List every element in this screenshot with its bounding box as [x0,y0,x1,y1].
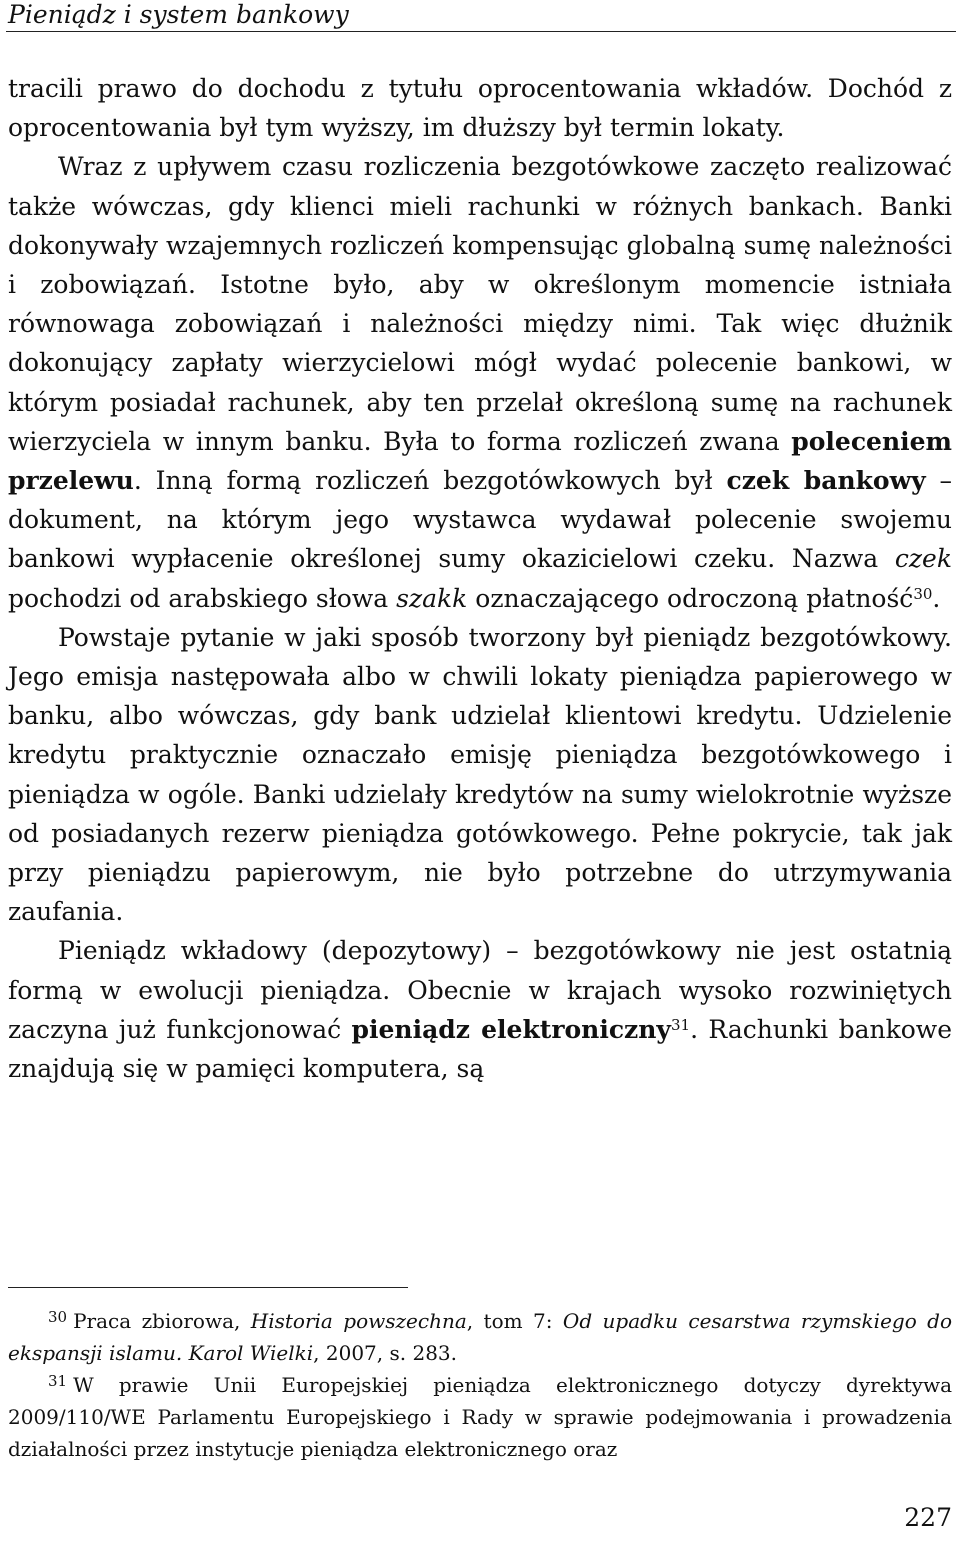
term-szakk: szakk [396,583,468,613]
paragraph-1: tracili prawo do dochodu z tytułu oprocentowania wkładów. Dochód z oprocentowania był tym wyższy, im dłuższy był termin lokaty. [8,74,952,143]
term-czek-bankowy: czek bankowy [726,466,926,496]
footnotes [8,1305,952,1465]
footnote-separator [8,1287,408,1288]
paragraph-2-text-2: . Inną formą rozliczeń bezgotówkowych był [133,466,727,496]
footnote-30 [8,1305,952,1369]
paragraph-2-text-1: Wraz z upływem czasu rozliczenia bezgotówkowe zaczęto realizować także wówczas, gdy klienci mieli rachunki w różnych bankach. Banki dokonywały wzajemnych rozliczeń kompensując globalną sumę należności i zobowiązań. Istotne było, aby w określonym momencie istniała równowaga zobowiązań i należności między nimi. Tak więc dłużnik dokonujący zapłaty wierzycielowi mógł wydać polecenie bankowi, w którym posiadał rachunek, aby ten przelał określoną sumę na rachunek wierzyciela w innym banku. Była to forma rozliczeń zwana [8,152,952,456]
footnote-ref-30[interactable]: 30 [913,584,933,603]
term-pieniadz-elektroniczny: pieniądz elektroniczny [351,1014,671,1044]
paragraph-2 [8,147,952,617]
footnote-30-volume-title: Od upadku cesarstwa rzymskiego do ekspansji islamu. Karol Wielki [8,1309,953,1365]
footnote-31-text-1: W prawie Unii Europejskiej pieniądza elektronicznego dotyczy dyrektywa 2009/110/WE Parlamentu Europejskiego i Rady w sprawie podejmowania i prowadzenia działalności przez instytucje pieniądza elektronicznego oraz [8,1373,952,1461]
footnote-number: 30 [48,1308,68,1326]
term-czek: czek [894,544,952,574]
footnote-30-text-2: , tom 7: [466,1309,563,1333]
paragraph-4 [8,931,952,1088]
term-polecenie-przelewu: poleceniem przelewu [8,426,952,496]
footnote-number: 31 [48,1372,68,1390]
paragraph-3: Powstaje pytanie w jaki sposób tworzony był pieniądz bezgotówkowy. Jego emisja następowała albo w chwili lokaty pieniądza papierowego w banku, albo wówczas, gdy bank udzielał klientowi kredytu. Udzielenie kredytu praktycznie oznaczało emisję pieniądza bezgotówkowego i pieniądza w ogóle. Banki udzielały kredytów na sumy wielokrotnie wyższe od posiadanych rezerw pieniądza gotówkowego. Pełne pokrycie, tak jak przy pieniądzu papierowym, nie było potrzebne do utrzymywania zaufania. [8,622,952,927]
header-rule [6,31,956,32]
footnote-ref-31[interactable]: 31 [670,1015,691,1034]
footnote-30-text-1: Praca zbiorowa, [73,1309,251,1333]
paragraph-2-text-6: . [932,583,941,613]
running-header: Pieniądz i system bankowy [8,0,349,29]
paragraph-2-text-3: – dokument, na którym jego wystawca wydawał polecenie swojemu bankowi wypłacenie określonej sumy okazicielowi czeku. Nazwa [8,466,953,574]
page-number: 227 [904,1503,952,1532]
body-text [8,69,952,1088]
paragraph-4-text-2: . Rachunki bankowe znajdują się w pamięci komputera, są [8,1014,952,1084]
footnote-30-text-3: , 2007, s. 283. [313,1341,457,1365]
paragraph-2-text-5: oznaczającego odroczoną płatność [467,583,914,613]
paragraph-2-text-4: pochodzi od arabskiego słowa [8,583,397,613]
paragraph-4-text-1: Pieniądz wkładowy (depozytowy) – bezgotówkowy nie jest ostatnią formą w ewolucji pieniądza. Obecnie w krajach wysoko rozwiniętych zaczyna już funkcjonować [8,936,952,1044]
footnote-30-title: Historia powszechna [250,1309,467,1333]
footnote-31 [8,1369,952,1465]
